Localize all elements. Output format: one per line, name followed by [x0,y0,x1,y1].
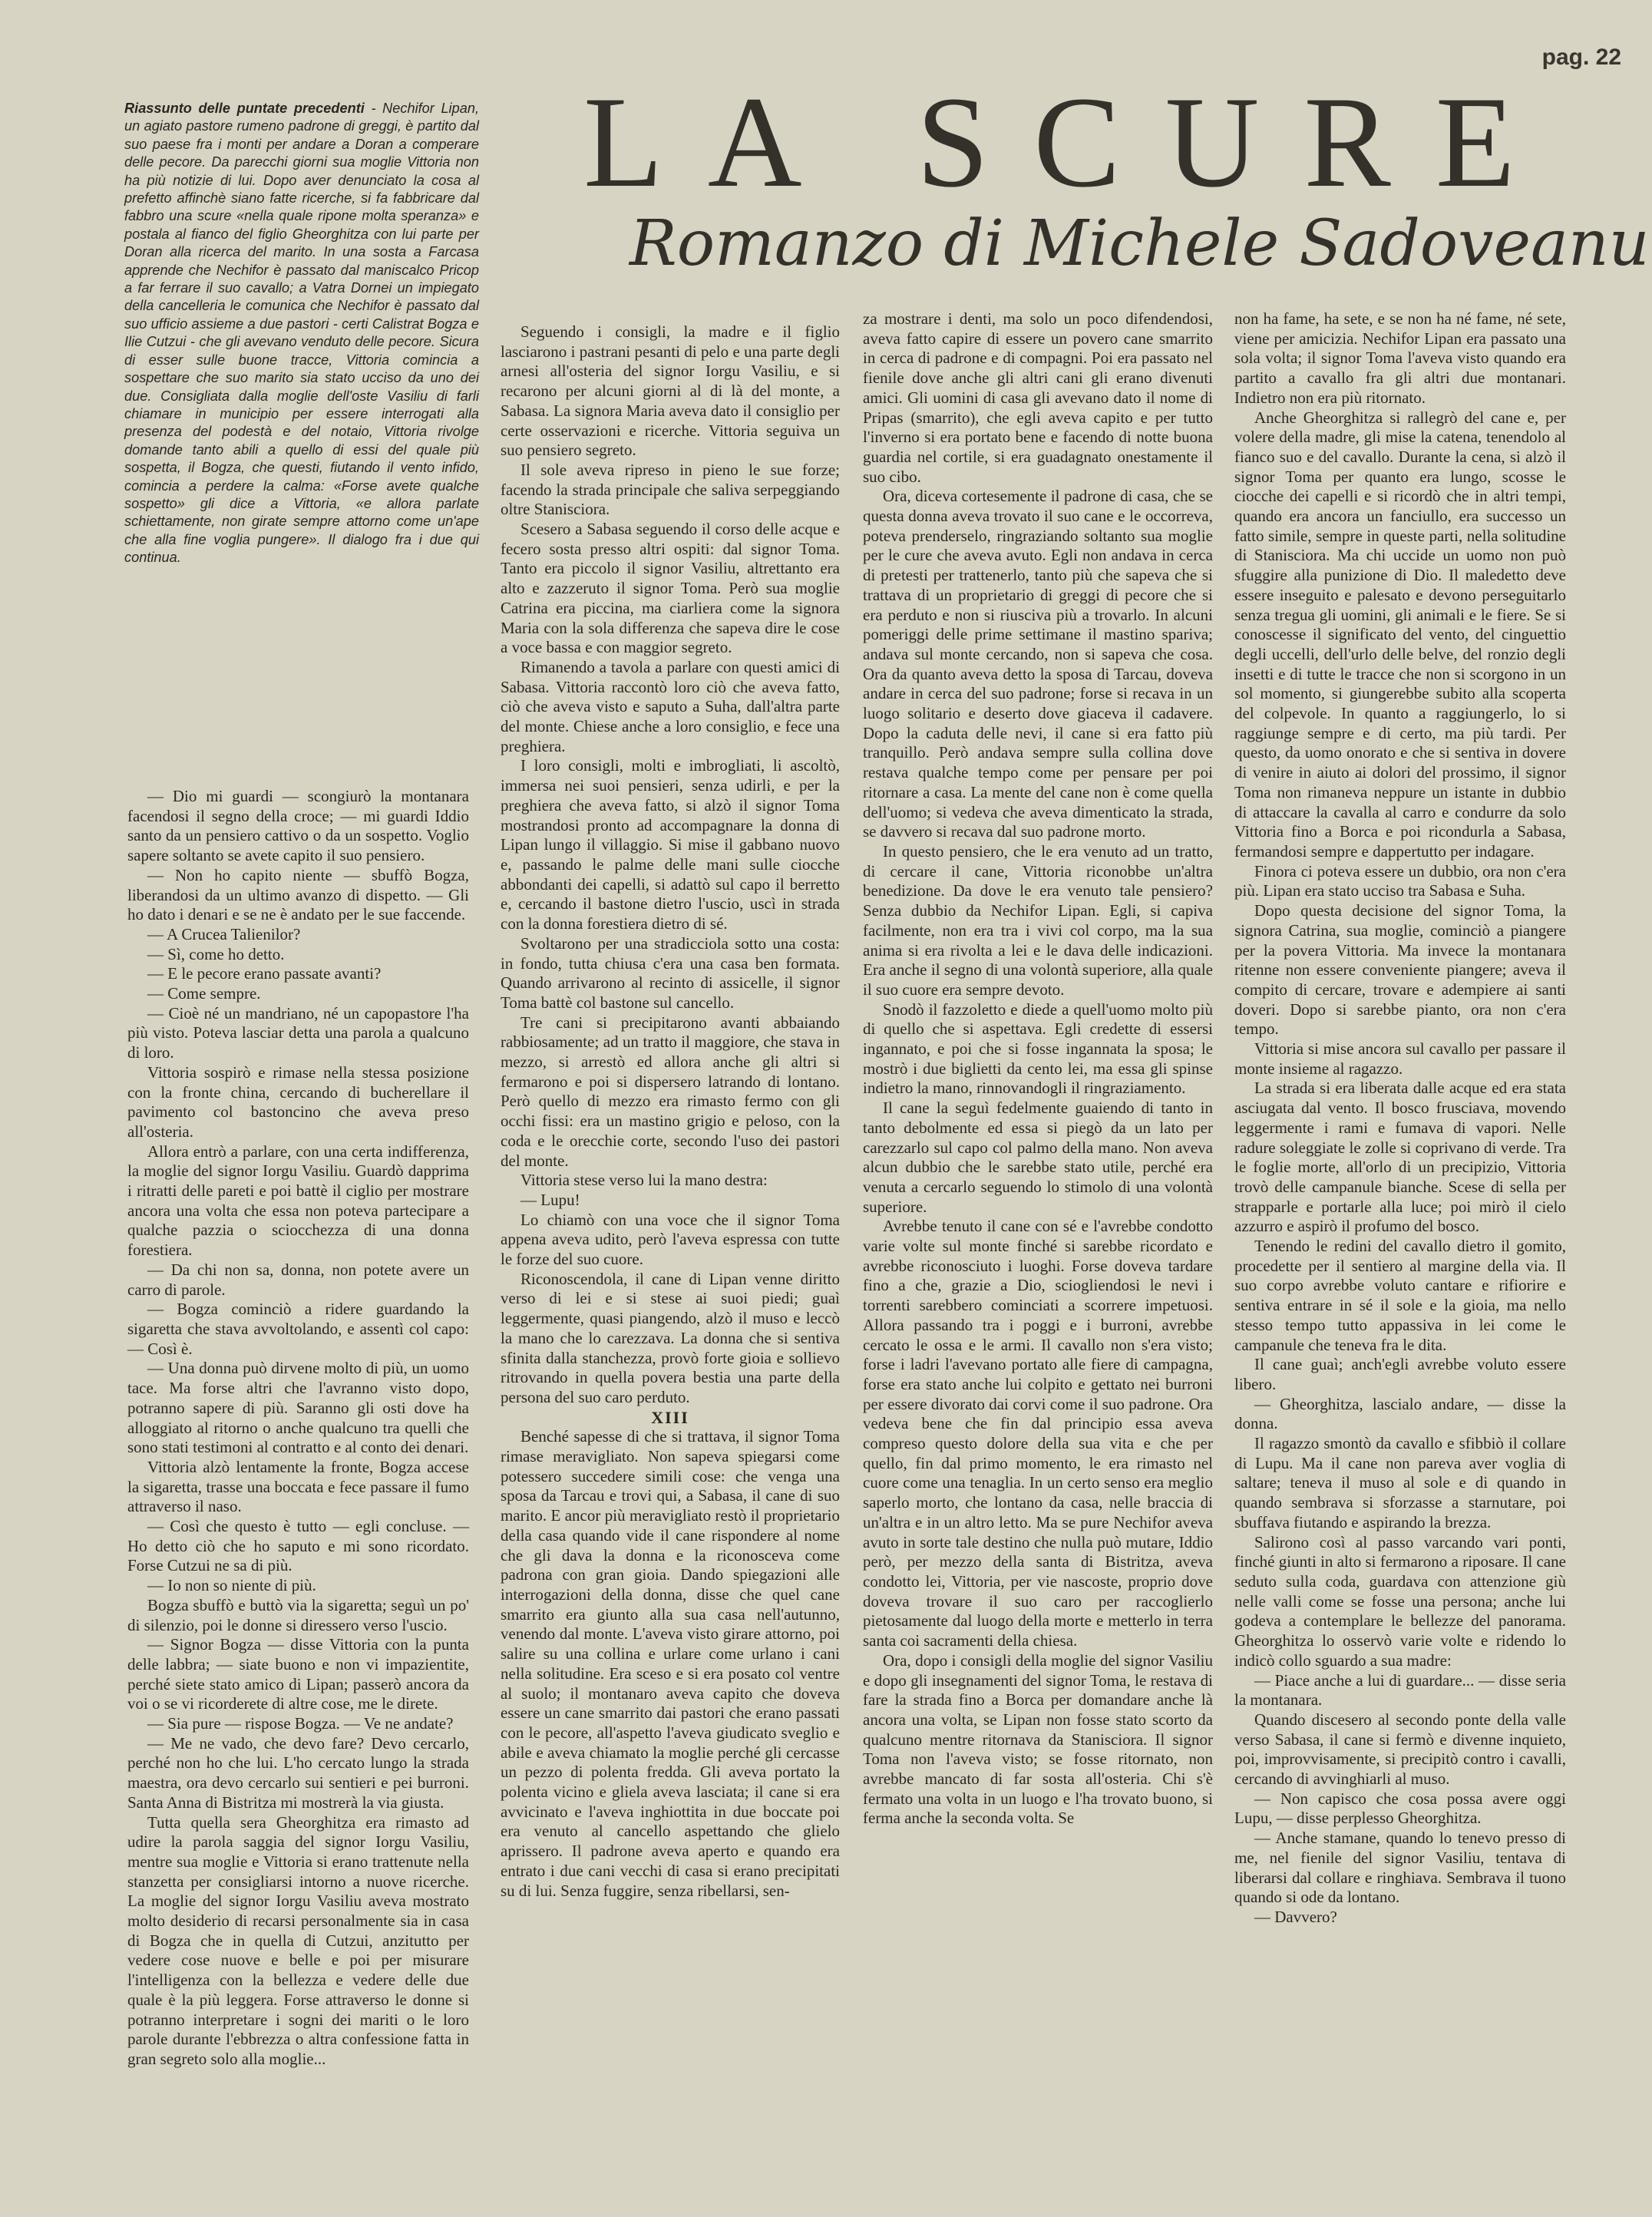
paragraph: — Così che questo è tutto — egli concluse. — Ho detto ciò che ho saputo e mi sono ricordato. Forse Cutzui ne sa di più. [127,1517,469,1575]
paragraph: Il ragazzo smontò da cavallo e sfibbiò il collare di Lupu. Ma il cane non pareva aver voglia di saltare; teneva il muso al sole e di quando in quando sembrava si sforzasse a starnutare, poi sbuffava fiutando e aspirando la brezza. [1234,1434,1566,1531]
summary-label: Riassunto delle puntate precedenti [124,101,365,116]
paragraph: Il cane guaì; anch'egli avrebbe voluto essere libero. [1234,1355,1566,1393]
paragraph: Allora entrò a parlare, con una certa indifferenza, la moglie del signor Iorgu Vasiliu. Guardò dapprima i ritratti delle pareti e poi battè il ciglio per mostrare ancora una volta che essa non poteva partecipare a qualche pazzia o sciocchezza di una donna forestiera. [127,1142,469,1260]
paragraph: Seguendo i consigli, la madre e il figlio lasciarono i pastrani pesanti di pelo e una parte degli arnesi all'osteria del signor Iorgu Vasiliu, e si recarono per alcuni giorni al di là del monte, a Sabasa. La signora Maria aveva dato il consiglio per certe osservazioni e ricerche. Vittoria seguiva un suo pensiero segreto. [501,322,840,460]
paragraph: Il sole aveva ripreso in pieno le sue forze; facendo la strada principale che saliva serpeggiando oltre Stanisciora. [501,460,840,519]
paragraph: Tre cani si precipitarono avanti abbaiando rabbiosamente; ad un tratto il maggiore, che stava in mezzo, si arrestò ed allora anche gli altri si fermarono e poi si dispersero latrando di lontano. Però quello di mezzo era rimasto fermo con gli occhi fissi: era un mastino grigio e peloso, con la coda e le orecchie corte, secondo l'uso dei pastori del monte. [501,1013,840,1170]
paragraph: Quando discesero al secondo ponte della valle verso Sabasa, il cane si fermò e divenne inquieto, poi, improvvisamente, si precipitò contro i cavalli, cercando di avvinghiarli al muso. [1234,1710,1566,1789]
paragraph: Finora ci poteva essere un dubbio, ora non c'era più. Lipan era stato ucciso tra Sabasa e Suha. [1234,861,1566,900]
paragraph: — E le pecore erano passate avanti? [147,964,382,983]
paragraph: — Non capisco che cosa possa avere oggi Lupu, — disse perplesso Gheorghitza. [1234,1789,1566,1828]
story-title: LA SCURE [583,70,1560,214]
paragraph: — Non ho capito niente — sbuffò Bogza, liberandosi da un ultimo avanzo di dispetto. — Gli ho dato i denari e se ne è andato per le sue faccende. [127,865,469,924]
paragraph: Vittoria sospirò e rimase nella stessa posizione con la fronte china, cercando di bucherellare il pavimento col bastoncino che aveva preso all'osteria. [127,1062,469,1141]
paragraph: Riconoscendola, il cane di Lipan venne diritto verso di lei e si stese ai suoi piedi; guaì leggermente, quasi piangendo, alzò il muso e leccò la mano che lo carezzava. La donna che si sentiva sfinita dalla stanchezza, provò forte gioia e sollievo ritrovando in quella povera bestia una parte della persona del suo caro perduto. [501,1269,840,1406]
paragraph: Salirono così al passo varcando vari ponti, finché giunti in alto si fermarono a riposare. Il cane seduto sulla coda, guardava con attenzione giù nelle valli come se fosse una persona; anche lui godeva a contemplare le bellezze del panorama. Gheorghitza lo osservò varie volte e ridendo lo indicò collo sguardo a sua madre: [1234,1532,1566,1670]
paragraph: Lo chiamò con una voce che il signor Toma appena aveva udito, però l'aveva espressa con tutte le forze del suo cuore. [501,1210,840,1269]
paragraph: Bogza sbuffò e buttò via la sigaretta; seguì un po' di silenzio, poi le donne si diressero verso l'uscio. [127,1595,469,1634]
text-column-3 [863,309,1213,2175]
paragraph: La strada si era liberata dalle acque ed era stata asciugata dal vento. Il bosco frusciava, movendo leggermente i rami e fumava di vapori. Nelle radure soleggiate le zolle si coprivano di verde. Tra le foglie morte, all'orlo di un precipizio, Vittoria trovò delle campanule bianche. Scese di sella per strapparle e portarle alla luce; poi mirò il cielo azzurro e aspirò il profumo del bosco. [1234,1079,1566,1236]
paragraph: — Dio mi guardi — scongiurò la montanara facendosi il segno della croce; — mi guardi Iddio santo da un pensiero cattivo o da un sospetto. Voglio sapere soltanto se avete capito il suo pensiero. [127,787,469,865]
text-column-1 [127,787,469,2176]
paragraph: — Signor Bogza — disse Vittoria con la punta delle labbra; — siate buono e non vi impazientite, perché siete stato amico di Lipan; passerò ancora da voi o se vi ricorderete di altre cose, me le direte. [127,1635,469,1713]
paragraph: Dopo questa decisione del signor Toma, la signora Catrina, sua moglie, cominciò a piangere per la povera Vittoria. Ma invece la montanara ritenne non essere conveniente piangere; aveva il compito di cercare, trovare e adempiere ai santi doveri. Dopo si sarebbe pianto, ora non c'era tempo. [1234,901,1566,1039]
paragraph: — Come sempre. [147,984,261,1003]
paragraph: Tutta quella sera Gheorghitza era rimasto ad udire la parola saggia del signor Iorgu Vasiliu, mentre sua moglie e Vittoria si erano trattenute nella stanzetta per consigliarsi intorno a nuove ricerche. La moglie del signor Iorgu Vasiliu aveva mostrato molto desiderio di recarsi personalmente sia in casa di Bogza che in quella di Cutzui, anzitutto per vedere cose nuove e belle e poi per misurare l'intelligenza con la bellezza e vedere delle due quale è la più leggera. Forse attraverso le donne si potranno interpretare i sogni dei mariti o le loro parole durante l'ebbrezza o altra confessione fatta in gran segreto solo alla moglie... [127,1812,469,2068]
paragraph: — Sì, come ho detto. [147,944,285,963]
paragraph: — Me ne vado, che devo fare? Devo cercarlo, perché non ho che lui. L'ho cercato lungo la strada maestra, ora devo cercarlo sui sentieri e pei burroni. Santa Anna di Bistritza mi mostrerà la via giusta. [127,1733,469,1812]
paragraph: — Davvero? [1254,1907,1337,1926]
paragraph: Rimanendo a tavola a parlare con questi amici di Sabasa. Vittoria raccontò loro ciò che aveva fatto, ciò che aveva visto e saputo a Suha, dall'altra parte del monte. Chiese anche a loro consiglio, e fece una preghiera. [501,657,840,755]
paragraph: I loro consigli, molti e imbrogliati, li ascoltò, immersa nei suoi pensieri, senza udirli, e per la preghiera che aveva fatto, si alzò il signor Toma mostrandosi pronto ad accompagnare la donna di Lipan lungo il villaggio. Si mise il gabbano nuovo e, passando le palme delle mani sulle ciocche abbondanti dei capelli, si adattò sul capo il berretto e, cercando il bastone dietro l'uscio, uscì in strada con la donna forestiera dietro di sé. [501,756,840,933]
paragraph: — Piace anche a lui di guardare... — disse seria la montanara. [1234,1670,1566,1710]
paragraph: Ora, diceva cortesemente il padrone di casa, che se questa donna aveva trovato il suo cane e le occorreva, poteva prenderselo, ringraziando soltanto sua moglie per le cure che aveva avuto. Egli non andava in cerca di pretesti per trattenerlo, tanto più che sapeva che si trattava di un proprietario di greggi di pecore che si era perduto e non si riusciva più a trovarlo. In alcuni pomeriggi delle prime settimane il mastino spariva; andava sul monte cercando, non si sapeva che cosa. Ora da quanto aveva detto la sposa di Tarcau, doveva andare in cerca del suo padrone; forse si recava in un luogo solitario e deserto dove giaceva il cadavere. Dopo la caduta delle nevi, il cane si era fatto più tranquillo. Però andava sempre sulla collina dove restava qualche tempo come per pensare per poi ritornare a casa. La mente del cane non è come quella dell'uomo; si vedeva che aveva dimenticato la strada, se davvero si recava dal suo padrone morto. [863,487,1213,841]
paragraph: Vittoria alzò lentamente la fronte, Bogza accese la sigaretta, trasse una boccata e fece passare il fumo attraverso il naso. [127,1457,469,1516]
paragraph: — A Crucea Talienilor? [147,924,301,943]
paragraph: Snodò il fazzoletto e diede a quell'uomo molto più di quello che si aspettava. Egli credette di essersi ingannato, e poi che si fosse ingannata la sposa; le mostrò i due biglietti da cento lei, ma essa gli spinse indietro la mano, rinnovandogli il ringraziamento. [863,999,1213,1098]
paragraph: Vittoria si mise ancora sul cavallo per passare il monte insieme al ragazzo. [1234,1039,1566,1078]
text-column-4 [1234,309,1566,2175]
paragraph: — Io non so niente di più. [147,1576,316,1595]
paragraph: Svoltarono per una stradicciola sotto una costa: in fondo, tutta chiusa c'era una casa ben formata. Quando arrivarono al recinto di assicelle, il signor Toma battè col bastone sul cancello. [501,933,840,1012]
paragraph: non ha fame, ha sete, e se non ha né fame, né sete, viene per amicizia. Nechifor Lipan era passato una sola volta; il signor Toma l'aveva visto quando era partito a cavallo fra gli altri due montanari. Indietro non era più ritornato. [1234,309,1566,407]
summary-text: - Nechifor Lipan, un agiato pastore rumeno padrone di greggi, è partito dal suo paese fra i monti per andare a Doran a comperare delle pecore. Da parecchi giorni sua moglie Vittoria non ha più notizie di lui. Dopo aver denunciato la cosa al prefetto affinchè siano fatte ricerche, si fa fabbricare dal fabbro una scure «nella quale ripone molta speranza» e postala al fianco del figlio Gheorghitza con lui parte per Doran alla ricerca del marito. In una sosta a Farcasa apprende che Nechifor è passato dal maniscalco Pricop a far ferrare il suo cavallo; a Vatra Dornei un impiegato della cancelleria le comunica che Nechifor è passato dal suo ufficio assieme a due pastori - certi Calistrat Bogza e Ilie Cutzui - che gli avevano venduto delle pecore. Sicura di esser sulle buone tracce, Vittoria comincia a sospettare che suo marito sia stato ucciso da uno dei due. Consigliata dalla moglie dell'oste Vasiliu di farli chiamare in municipio per essere interrogati alla presenza del podestà e del notaio, Vittoria rivolge domande tanto abili a quello di essi del quale più sospetta, il Bogza, che questi, fiutando il vento infido, comincia a perdere la calma: «Forse avete qualche sospetto» gli dice a Vittoria, «e allora parlate schiettamente, non girate sempre attorno come un'ape che alla fine voglia pungere». Il dialogo fra i due qui continua. [124,101,480,566]
paragraph: Anche Gheorghitza si rallegrò del cane e, per volere della madre, gli mise la catena, tenendolo al fianco suo e del cavallo. Durante la cena, si alzò il signor Toma per quanto era lungo, scosse le ciocche dei capelli e si ricordò che in altri tempi, quando era ancora un fanciullo, era successo un fatto simile, sempre in queste parti, nella solitudine di Stanisciora. Ma chi uccide un uomo non può sfuggire alla punizione di Dio. Il maledetto deve essere inseguito e palesato e devono perseguitarlo senza tregua gli uomini, gli animali e le fiere. Se si conoscesse il significato del vento, del cinguettio degli uccelli, dell'urlo delle belve, del ronzio degli insetti e di tutte le tracce che non si scorgono in un sol momento, si giungerebbe subito alla scoperta del colpevole. In quanto a raggiungerlo, lo si raggiunge sempre e di certo, ma più tardi. Per questo, da uomo onorato e che si sentiva in dovere di venire in aiuto ai dolori del prossimo, il signor Toma non rimaneva neppure un istante in dubbio di attaccare la cavalla al carro e condurre da solo Vittoria fino a Borca e poi ricondurla a Sabasa, fermandosi sempre e dappertutto per indagare. [1234,408,1566,861]
text-column-2 [501,322,840,2172]
paragraph: — Sia pure — rispose Bogza. — Ve ne andate? [147,1714,454,1733]
summary-box [124,100,479,567]
paragraph: za mostrare i denti, ma solo un poco difendendosi, aveva fatto capire di essere un povero cane smarrito in cerca di padrone e di compagni. Poi era passato nel fienile dove anche gli altri cani gli erano divenuti amici. Gli uomini di casa gli avevano dato il nome di Pripas (smarrito), che egli aveva capito e per tutto l'inverno si era portato bene e facendo di notte buona guardia nel cortile, si era guadagnato onestamente il suo cibo. [863,309,1213,486]
story-subtitle: Romanzo di Michele Sadoveanu [629,207,1650,280]
paragraph: — Lupu! [520,1190,580,1209]
paragraph: — Da chi non sa, donna, non potete avere un carro di parole. [127,1260,469,1299]
paragraph: — Bogza cominciò a ridere guardando la sigaretta che stava avvoltolando, e assentì col capo: — Così è. [127,1300,469,1358]
page-number: pag. 22 [1541,45,1621,70]
paragraph: Il cane la seguì fedelmente guaiendo di tanto in tanto debolmente ed essa si piegò da un lato per carezzarlo sul capo col palmo della mano. Non aveva alcun dubbio che le sarebbe stato utile, perché era venuta a cercarlo seguendo lo stimolo di una volontà superiore. [863,1099,1213,1216]
paragraph: Avrebbe tenuto il cane con sé e l'avrebbe condotto varie volte sul monte finché si sarebbe ricordato e avrebbe riconosciuto i luoghi. Forse doveva tardare fino a che, grazie a Dio, sciogliendosi le nevi i torrenti sarebbero cominciati a scorrere impetuosi. Allora passando tra i poggi e i burroni, avrebbe cercato le ossa e le armi. Il cavallo non s'era visto; forse i ladri l'avevano portato alle fiere di campagna, forse era stato anche lui colpito e gettato nei burroni per essere divorato dai corvi come il suo padrone. Ora vedeva bene che fin dal principio essa aveva compreso questo dolore della sua vita e che per quello, fin dal primo momento, le era rimasto nel cuore come una tenaglia. In un certo senso era meglio saperlo morto, che lontano da casa, nelle braccia di un'altra e in un altro letto. Ma se pure Nechifor aveva avuto in sorte tale destino che nulla può mutare, Iddio però, per mezzo della santa di Bistritza, aveva condotto lei, Vittoria, per vie nascoste, proprio dove doveva trovare il suo caro per raccoglierlo pietosamente dal luogo della morte e metterlo in terra santa coi sacramenti della chiesa. [863,1217,1213,1650]
paragraph: Scesero a Sabasa seguendo il corso delle acque e fecero sosta presso altri ospiti: dal signor Toma. Tanto era piccolo il signor Vasiliu, altrettanto era alto e zazzeruto il signor Toma. Però sua moglie Catrina era piccina, ma ciarliera come la signora Maria con la sola differenza che sapeva dire le cose a voce bassa e con maggior segreto. [501,520,840,657]
paragraph: In questo pensiero, che le era venuto ad un tratto, di cercare il cane, Vittoria riconobbe un'altra benedizione. Da dove le era venuto tale pensiero? Senza dubbio da Nechifor Lipan. Egli, si capiva facilmente, non era tra i vivi col corpo, ma la sua anima si era rivolta a lei e le dava delle indicazioni. Era anche il segno di una volontà superiore, alla quale il suo cuore era sempre devoto. [863,841,1213,999]
paragraph: — Anche stamane, quando lo tenevo presso di me, nel fienile del signor Vasiliu, tentava di liberarsi dal collare e ringhiava. Sembrava il tuono quando si ode da lontano. [1234,1829,1566,1907]
paragraph: Ora, dopo i consigli della moglie del signor Vasiliu e dopo gli insegnamenti del signor Toma, le restava di fare la strada fino a Borca per domandare anche là ancora una volta, se Lipan non fosse stato scorto da qualcuno mentre ritornava da Stanisciora. Il signor Toma non l'aveva visto; se fosse ritornato, non avrebbe mancato di far sosta all'osteria. Chi s'è fermato una volta in un luogo e l'ha trovato buono, si ferma anche la seconda volta. Se [863,1650,1213,1828]
paragraph: — Gheorghitza, lascialo andare, — disse la donna. [1234,1394,1566,1433]
paragraph: Tenendo le redini del cavallo dietro il gomito, procedette per il sentiero al margine della via. Il suo corpo avrebbe voluto cantare e rifiorire e sentiva entrare in sé il sole e la gioia, ma nello stesso tempo tutto appassiva in lei come le campanule che teneva fra le dita. [1234,1237,1566,1354]
paragraph: Vittoria stese verso lui la mano destra: [520,1171,768,1190]
paragraph: Benché sapesse di che si trattava, il signor Toma rimase meravigliato. Non sapeva spiegarsi come potessero succedere simili cose: che venga una sposa da Tarcau e trovi qui, a Sabasa, il cane di suo marito. E ancor più meravigliato restò il proprietario della casa quando vide il cane rispondere al nome che gli dava la donna e la riconosceva come padrona con gran gioia. Dando spiegazioni alle interrogazioni della donna, disse che quel cane smarrito era giunto alla sua casa nell'autunno, venendo dal monte. L'aveva visto girare attorno, poi salire su una collina e urlare come urlano i cani nella solitudine. Era sceso e si era posato col ventre al suolo; il montanaro aveva capito che doveva essere un cane smarrito dai pastori che erano passati con le pecore, all'aspetto l'aveva giudicato sveglio e abile e aveva chiamato la moglie perché gli cercasse un pezzo di polenta fredda. Gli aveva portato la polenta vicino e gliela aveva lasciata; il cane si era avvicinato e l'aveva inghiottita in due boccate poi era venuto al cancello aspettando che glielo aprissero. Il padrone aveva aperto e quando era entrato i due cani vecchi di casa si erano precipitati su di lui. Senza fuggire, senza ribellarsi, sen- [501,1427,840,1900]
paragraph: — Cioè né un mandriano, né un capopastore l'ha più visto. Poteva lasciar detta una parola a qualcuno di loro. [127,1003,469,1062]
paragraph: — Una donna può dirvene molto di più, un uomo tace. Ma forse altri che l'avranno visto dopo, potranno sapere di più. Saranno gli osti dove ha alloggiato al ritorno o anche qualcuno tra quelli che sono stati testimoni al contratto e al conto dei denari. [127,1359,469,1457]
chapter-heading: XIII [651,1407,689,1427]
